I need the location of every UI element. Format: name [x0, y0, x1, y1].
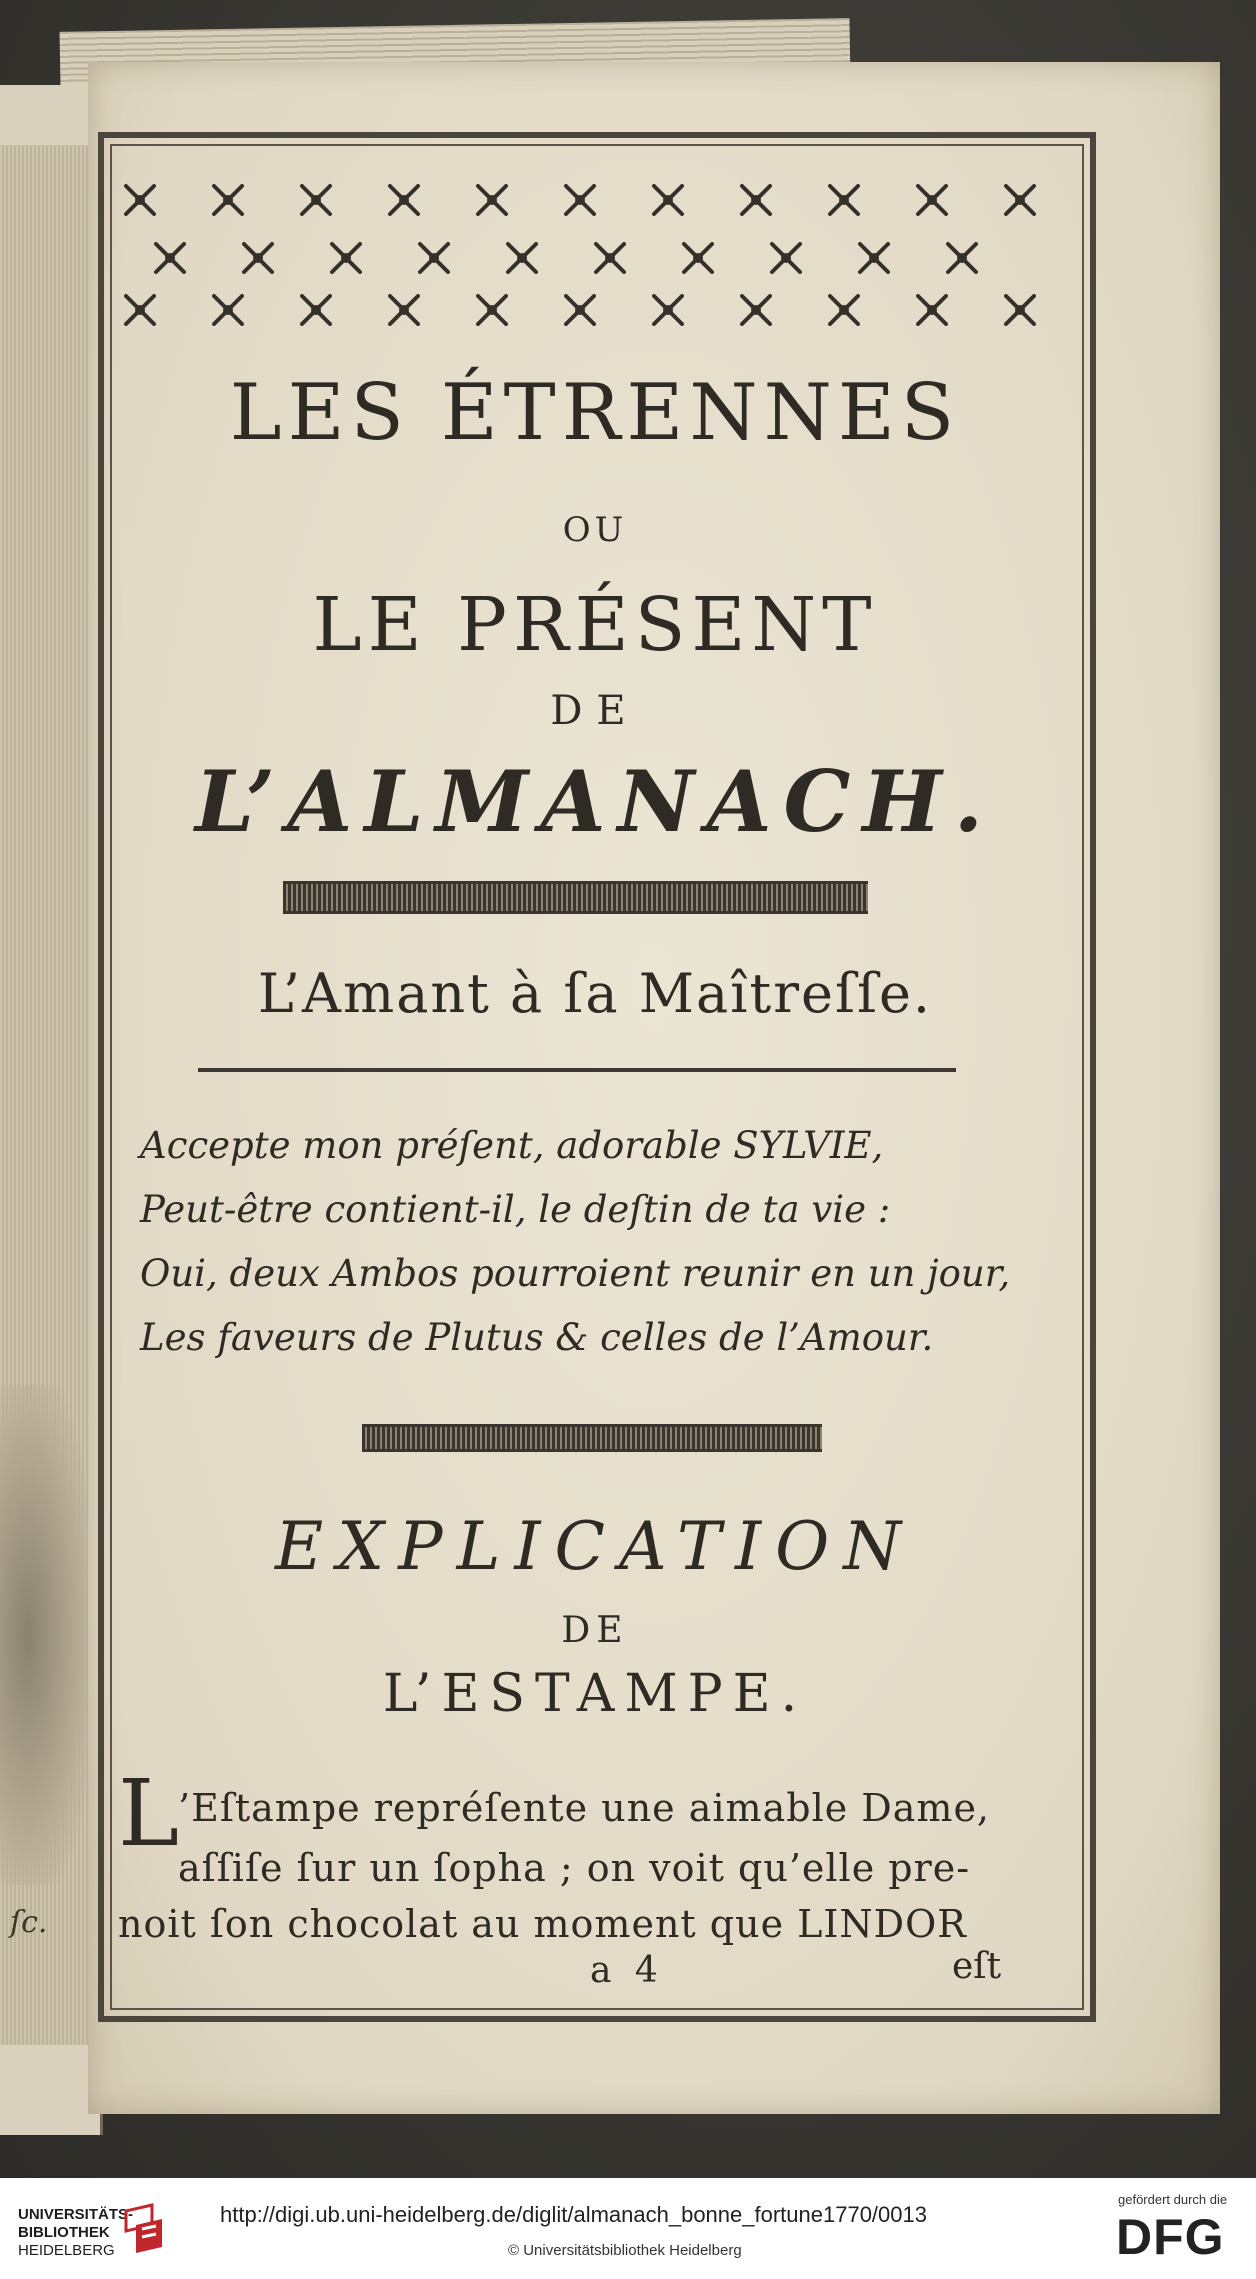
title-line-1: LES ÉTRENNES	[229, 368, 961, 458]
prose-line-1: ’Eſtampe repréſente une aimable Dame,	[178, 1786, 991, 1830]
title-line-3: L’ALMANACH.	[195, 752, 995, 851]
section-divider	[362, 1424, 822, 1452]
verse-line-4: Les faveurs de Plutus & celles de l’Amour.	[140, 1316, 934, 1359]
library-name-3: HEIDELBERG	[18, 2242, 115, 2259]
copyright-notice: © Universitätsbibliothek Heidelberg	[508, 2242, 742, 2259]
library-name-1: UNIVERSITÄTS-	[18, 2206, 134, 2223]
ornament-cross-icon	[684, 244, 712, 272]
ornament-cross-icon	[390, 296, 418, 324]
engraver-mark: ſc.	[10, 1905, 48, 1940]
ornament-cross-icon	[332, 244, 360, 272]
permalink-url[interactable]: http://digi.ub.uni-heidelberg.de/diglit/almanach_bonne_fortune1770/0013	[220, 2202, 927, 2227]
verse-line-3: Oui, deux Ambos pourroient reunir en un jour,	[140, 1252, 1011, 1295]
ornament-cross-icon	[390, 186, 418, 214]
ornament-cross-icon	[478, 296, 506, 324]
ornament-cross-icon	[302, 296, 330, 324]
title-line-2: LE PRÉSENT	[312, 582, 878, 668]
ornament-cross-icon	[420, 244, 448, 272]
ornament-cross-icon	[1006, 186, 1034, 214]
ornament-cross-icon	[566, 296, 594, 324]
ornament-cross-icon	[244, 244, 272, 272]
drop-cap: L	[118, 1760, 180, 1867]
library-logo[interactable]	[18, 2206, 133, 2260]
ornament-cross-icon	[478, 186, 506, 214]
verse-line-2: Peut-être contient-il, le deſtin de ta vie :	[140, 1188, 891, 1231]
ornament-cross-icon	[918, 296, 946, 324]
ornament-cross-icon	[596, 244, 624, 272]
ornament-cross-icon	[654, 296, 682, 324]
ornament-cross-icon	[772, 244, 800, 272]
poem-rule	[198, 1068, 956, 1072]
ornament-cross-icon	[948, 244, 976, 272]
ornament-cross-icon	[214, 186, 242, 214]
ornament-cross-icon	[654, 186, 682, 214]
title-divider	[283, 881, 868, 914]
verse-line-1: Accepte mon préſent, adorable SYLVIE,	[140, 1124, 884, 1167]
engraving-detail	[0, 1385, 92, 1885]
ornament-cross-icon	[742, 186, 770, 214]
ornament-cross-icon	[860, 244, 888, 272]
title-ou: OU	[562, 510, 628, 550]
ornament-cross-icon	[830, 186, 858, 214]
ornament-cross-icon	[126, 186, 154, 214]
ornament-cross-icon	[566, 186, 594, 214]
poem-heading: L’Amant à ſa Maîtreſſe.	[257, 962, 933, 1025]
ornament-cross-icon	[830, 296, 858, 324]
section-title: EXPLICATION	[275, 1508, 915, 1585]
dfg-logo[interactable]: DFG	[1116, 2209, 1225, 2265]
ornament-cross-icon	[156, 244, 184, 272]
ornament-cross-icon	[918, 186, 946, 214]
ornament-cross-icon	[302, 186, 330, 214]
ornament-band	[110, 178, 1056, 328]
section-de: DE	[561, 1610, 629, 1651]
section-subtitle: L’ESTAMPE.	[382, 1664, 808, 1724]
library-emblem-icon	[122, 2203, 168, 2255]
prose-line-3: noit ſon chocolat au moment que LINDOR	[118, 1902, 967, 1946]
title-de: DE	[550, 688, 640, 734]
footer-bar	[0, 2178, 1256, 2279]
ornament-cross-icon	[508, 244, 536, 272]
prose-line-2: aſſiſe ſur un ſopha ; on voit qu’elle pre-	[178, 1846, 971, 1890]
signature-mark: a 4	[590, 1950, 664, 1991]
catchword: eſt	[952, 1946, 1002, 1987]
library-name-2: BIBLIOTHEK	[18, 2224, 110, 2241]
ornament-cross-icon	[126, 296, 154, 324]
ornament-cross-icon	[1006, 296, 1034, 324]
ornament-cross-icon	[214, 296, 242, 324]
ornament-cross-icon	[742, 296, 770, 324]
funding-note: gefördert durch die	[1118, 2192, 1228, 2207]
